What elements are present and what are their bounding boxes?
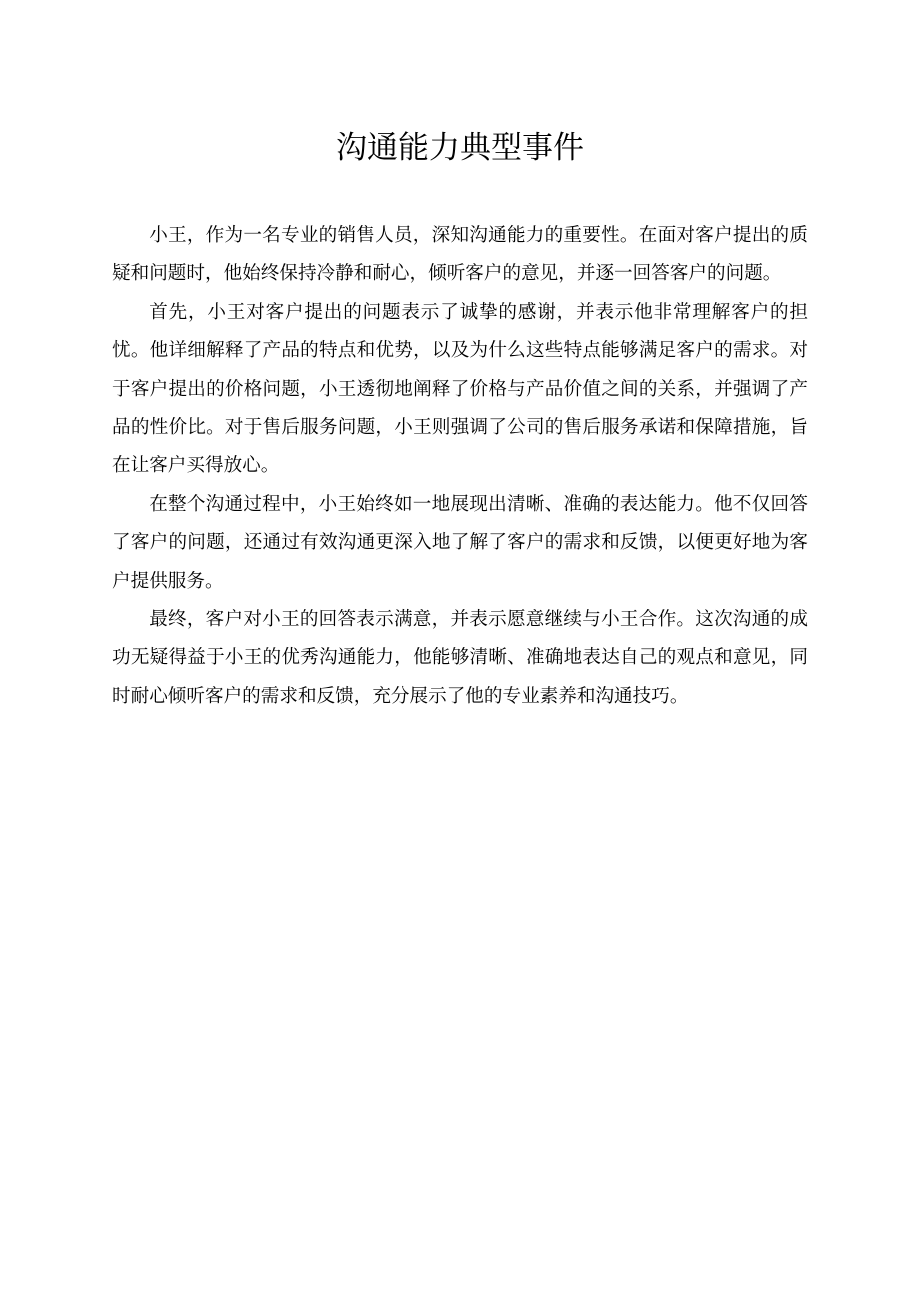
paragraph-3: 在整个沟通过程中，小王始终如一地展现出清晰、准确的表达能力。他不仅回答了客户的问题，还通过有效沟通更深入地了解了客户的需求和反馈，以便更好地为客户提供服务。: [112, 493, 808, 592]
paragraph-2: 首先，小王对客户提出的问题表示了诚挚的感谢，并表示他非常理解客户的担忧。他详细解释了产品的特点和优势，以及为什么这些特点能够满足客户的需求。对于客户提出的价格问题，小王透彻地阐释了价格与产品价值之间的关系，并强调了产品的性价比。对于售后服务问题，小王则强调了公司的售后服务承诺和保障措施，旨在让客户买得放心。: [112, 301, 808, 477]
paragraph-4: 最终，客户对小王的回答表示满意，并表示愿意继续与小王合作。这次沟通的成功无疑得益于小王的优秀沟通能力，他能够清晰、准确地表达自己的观点和意见，同时耐心倾听客户的需求和反馈，充分展示了他的专业素养和沟通技巧。: [112, 609, 808, 707]
document-body: [112, 217, 808, 716]
paragraph-1: 小王，作为一名专业的销售人员，深知沟通能力的重要性。在面对客户提出的质疑和问题时，他始终保持冷静和耐心，倾听客户的意见，并逐一回答客户的问题。: [112, 225, 808, 285]
document-title: 沟通能力典型事件: [336, 130, 584, 166]
